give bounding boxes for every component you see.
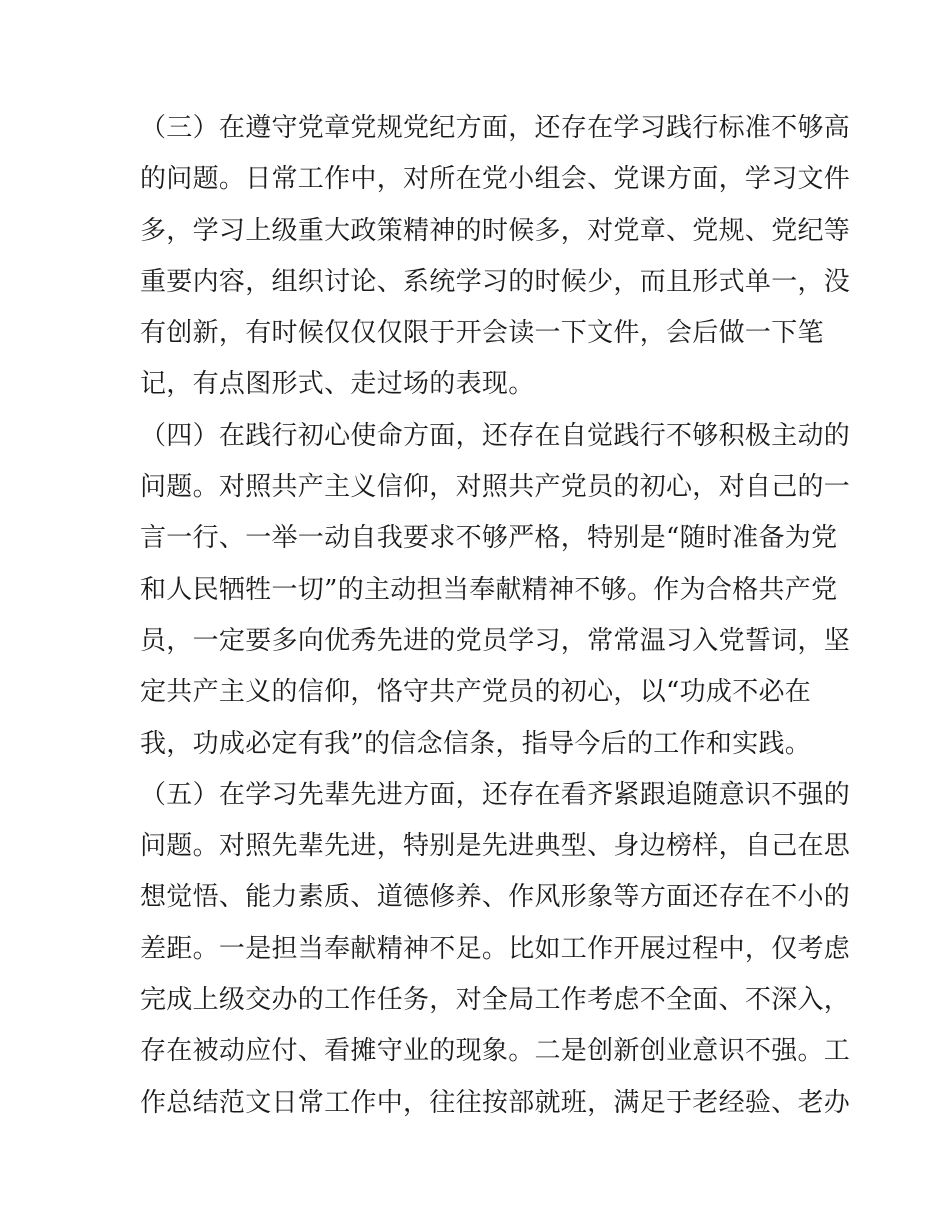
text-line: （三）在遵守党章党规党纪方面，还存在学习践行标准不够高	[140, 113, 851, 143]
text-line: 差距。一是担当奉献精神不足。比如工作开展过程中，仅考虑	[140, 933, 851, 964]
text-line: 多，学习上级重大政策精神的时候多，对党章、党规、党纪等	[140, 215, 851, 246]
text-line: 作总结范文日常工作中，往往按部就班，满足于老经验、老办	[140, 1087, 851, 1118]
text-line: 的问题。日常工作中，对所在党小组会、党课方面，学习文件	[140, 164, 851, 195]
text-line: 有创新，有时候仅仅仅限于开会读一下文件，会后做一下笔	[140, 318, 824, 349]
text-line: 定共产主义的信仰，恪守共产党员的初心，以“功成不必在	[140, 677, 812, 708]
text-line: 想觉悟、能力素质、道德修养、作风形象等方面还存在不小的	[140, 882, 851, 913]
text-line: 我，功成必定有我”的信念信条，指导今后的工作和实践。	[140, 728, 812, 759]
text-line: 重要内容，组织讨论、系统学习的时候少，而且形式单一，没	[140, 266, 851, 297]
text-line: （五）在学习先辈先进方面，还存在看齐紧跟追随意识不强的	[140, 779, 851, 810]
text-line: （四）在践行初心使命方面，还存在自觉践行不够积极主动的	[140, 420, 851, 451]
text-line: 问题。对照先辈先进，特别是先进典型、身边榜样，自己在思	[140, 831, 851, 862]
document-body	[140, 103, 851, 1129]
text-line: 问题。对照共产主义信仰，对照共产党员的初心，对自己的一	[140, 472, 851, 503]
text-line: 和人民牺牲一切”的主动担当奉献精神不够。作为合格共产党	[140, 574, 838, 605]
text-line: 存在被动应付、看摊守业的现象。二是创新创业意识不强。工	[140, 1036, 851, 1067]
text-line: 言一行、一举一动自我要求不够严格，特别是“随时准备为党	[140, 523, 838, 554]
text-line: 记，有点图形式、走过场的表现。	[140, 369, 535, 400]
text-line: 完成上级交办的工作任务，对全局工作考虑不全面、不深入，	[140, 985, 851, 1016]
text-line: 员，一定要多向优秀先进的党员学习，常常温习入党誓词，坚	[140, 625, 851, 656]
